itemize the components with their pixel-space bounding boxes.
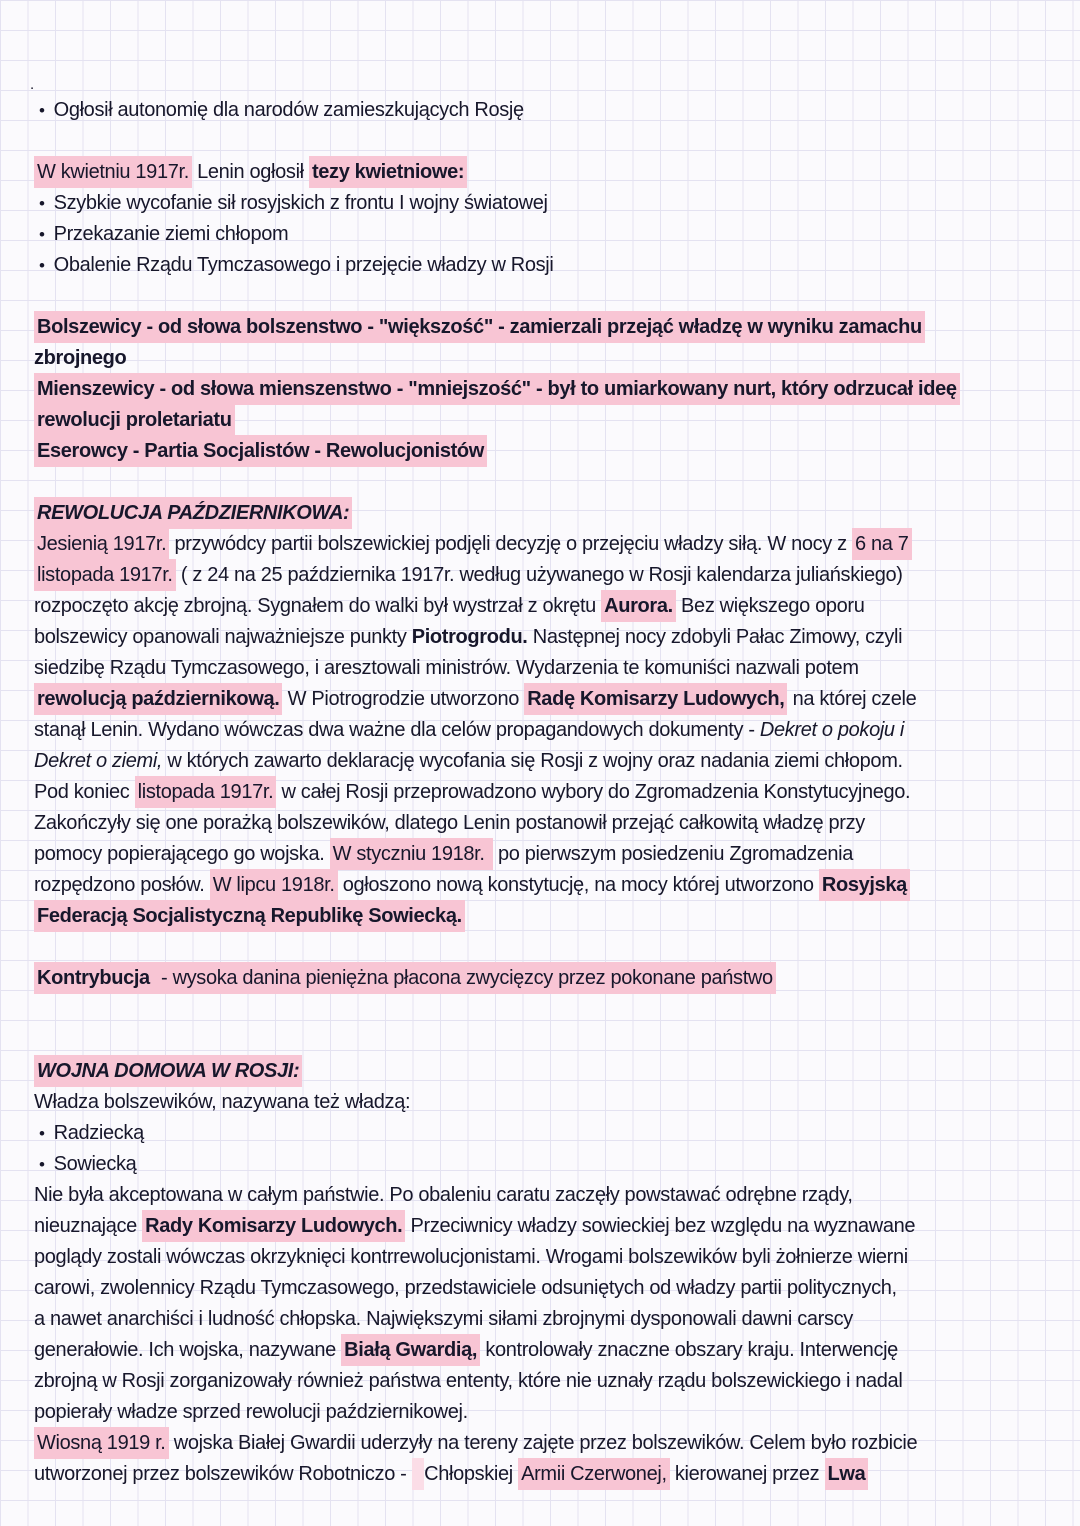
text-line	[34, 374, 1080, 405]
text-line	[34, 95, 1080, 126]
blank-line	[34, 467, 1080, 498]
text-line	[34, 560, 1080, 591]
text-run: Ogłosił autonomię dla narodów zamieszkujących Rosję	[53, 99, 524, 121]
blank-line	[34, 1025, 1080, 1056]
text-line	[34, 963, 1080, 994]
text-run: Radziecką	[53, 1122, 144, 1144]
bullet-icon: •	[39, 225, 45, 244]
text-run: Piotrogrodu.	[411, 626, 528, 648]
highlighted-text: Jesienią 1917r.	[34, 528, 169, 560]
text-run: Następnej nocy zdobyli Pałac Zimowy, czyli	[527, 626, 903, 648]
text-line	[34, 777, 1080, 808]
text-line	[34, 746, 1080, 777]
text-run: kontrolowały znaczne obszary kraju. Interwencję	[480, 1339, 898, 1361]
text-line	[34, 1335, 1080, 1366]
highlighted-text: Rosyjską	[819, 869, 910, 901]
text-line	[34, 343, 1080, 374]
text-run: na której czele	[787, 688, 917, 710]
text-line	[34, 498, 1080, 529]
highlighted-text: Bolszewicy - od słowa bolszenstwo - "większość" - zamierzali przejąć władzę w wyniku zamachu	[34, 311, 925, 343]
text-line	[34, 684, 1080, 715]
highlighted-text: Mienszewicy - od słowa mienszenstwo - "mniejszość" - był to umiarkowany nurt, który odrzucał ideę	[34, 373, 960, 405]
text-run: Obalenie Rządu Tymczasowego i przejęcie władzy w Rosji	[53, 254, 554, 276]
highlighted-text: WOJNA DOMOWA W ROSJI:	[34, 1055, 302, 1087]
text-run: carowi, zwolennicy Rządu Tymczasowego, przedstawiciele odsuniętych od władzy partii politycznych,	[34, 1277, 897, 1299]
text-run: rozpoczęto akcję zbrojną. Sygnałem do walki był wystrzał z okrętu	[34, 595, 602, 617]
text-run: Dekret o pokoju i	[759, 719, 905, 741]
highlighted-text: tezy kwietniowe:	[309, 156, 467, 188]
text-line	[34, 529, 1080, 560]
bullet-icon: •	[39, 1124, 45, 1143]
blank-line	[34, 932, 1080, 963]
highlighted-text: W kwietniu 1917r.	[34, 156, 192, 188]
text-line	[34, 436, 1080, 467]
text-line	[34, 1459, 1080, 1490]
text-run: utworzonej przez bolszewików Robotniczo -	[34, 1463, 412, 1485]
text-run: generałowie. Ich wojska, nazywane	[34, 1339, 342, 1361]
text-line	[34, 1211, 1080, 1242]
text-line	[34, 1304, 1080, 1335]
text-run: w których zawarto deklarację wycofania się Rosji z wojny oraz nadania ziemi chłopom.	[162, 750, 903, 772]
highlighted-text: - wysoka danina pieniężna płacona zwycięzcy przez pokonane państwo	[153, 962, 776, 994]
bullet-icon: •	[39, 101, 45, 120]
bullet-icon: •	[39, 194, 45, 213]
text-run: rozpędzono posłów.	[34, 874, 210, 896]
highlighted-text: Białą Gwardią,	[341, 1334, 480, 1366]
text-run: Bez większego oporu	[675, 595, 865, 617]
text-line	[34, 1273, 1080, 1304]
text-line	[34, 653, 1080, 684]
text-line	[34, 1118, 1080, 1149]
text-line	[34, 1149, 1080, 1180]
highlighted-text: listopada 1917r.	[34, 559, 176, 591]
highlighted-text: Eserowcy - Partia Socjalistów - Rewolucjonistów	[34, 435, 487, 467]
highlighted-text: 6 na 7	[852, 528, 912, 560]
text-line	[34, 219, 1080, 250]
blank-line	[34, 994, 1080, 1025]
text-run: Dekret o ziemi,	[34, 750, 163, 772]
text-line	[34, 1180, 1080, 1211]
text-line	[34, 1366, 1080, 1397]
text-run: Przeciwnicy władzy sowieckiej bez względu na wyznawane	[405, 1215, 916, 1237]
text-line	[34, 1087, 1080, 1118]
text-run: kierowanej przez	[669, 1463, 825, 1485]
stray-mark: .	[30, 76, 35, 93]
highlighted-text: rewolucją październikową.	[34, 683, 282, 715]
highlighted-text: W lipcu 1918r.	[210, 869, 338, 901]
blank-line	[34, 126, 1080, 157]
highlighted-text: Wiosną 1919 r.	[34, 1427, 169, 1459]
highlighted-text: Lwa	[825, 1458, 869, 1490]
text-run: nieuznające	[34, 1215, 143, 1237]
text-line	[34, 1397, 1080, 1428]
highlighted-text: Federacją Socjalistyczną Republikę Sowiecką.	[34, 900, 465, 932]
text-run: Władza bolszewików, nazywana też władzą:	[34, 1091, 411, 1113]
highlighted-text: Kontrybucja	[34, 962, 153, 994]
text-line	[34, 188, 1080, 219]
text-run: Pod koniec	[34, 781, 135, 803]
text-run: Zakończyły się one porażką bolszewików, dlatego Lenin postanowił przejąć całkowitą władzę przy	[34, 812, 865, 834]
text-line	[34, 250, 1080, 281]
highlighted-text: rewolucji proletariatu	[34, 404, 235, 436]
highlighted-text	[412, 1458, 424, 1490]
text-line	[34, 808, 1080, 839]
highlighted-text: REWOLUCJA PAŹDZIERNIKOWA:	[34, 497, 352, 529]
text-line	[34, 839, 1080, 870]
text-run: a nawet anarchiści i ludność chłopska. Największymi siłami zbrojnymi dysponowali dawni carscy	[34, 1308, 853, 1330]
highlighted-text: Rady Komisarzy Ludowych.	[142, 1210, 405, 1242]
text-run: siedzibę Rządu Tymczasowego, i aresztowali ministrów. Wydarzenia te komuniści nazwali potem	[34, 657, 859, 679]
text-line	[34, 157, 1080, 188]
highlighted-text: W styczniu 1918r.	[330, 838, 493, 870]
text-run: Przekazanie ziemi chłopom	[53, 223, 289, 245]
text-run: ( z 24 na 25 października 1917r. według używanego w Rosji kalendarza juliańskiego)	[175, 564, 903, 586]
text-line	[34, 1056, 1080, 1087]
text-run: poglądy zostali wówczas okrzyknięci kontrrewolucjonistami. Wrogami bolszewików byli żołnierze wierni	[34, 1246, 908, 1268]
text-run: przywódcy partii bolszewickiej podjęli decyzję o przejęciu władzy siłą. W nocy z	[169, 533, 852, 555]
highlighted-text: listopada 1917r.	[135, 776, 277, 808]
text-line	[34, 622, 1080, 653]
text-line	[34, 312, 1080, 343]
text-run: stanął Lenin. Wydano wówczas dwa ważne dla celów propagandowych dokumenty -	[34, 719, 760, 741]
text-line	[34, 405, 1080, 436]
text-run: W Piotrogrodzie utworzono	[282, 688, 525, 710]
text-run: wojska Białej Gwardii uderzyły na tereny zajęte przez bolszewików. Celem było rozbicie	[168, 1432, 918, 1454]
text-run: Sowiecką	[53, 1153, 137, 1175]
text-run: ogłoszono nową konstytucję, na mocy której utworzono	[337, 874, 819, 896]
text-run: bolszewicy opanowali najważniejsze punkty	[34, 626, 412, 648]
text-run: Szybkie wycofanie sił rosyjskich z frontu I wojny światowej	[53, 192, 548, 214]
text-run: zbrojną w Rosji zorganizowały również państwa ententy, które nie uznały rządu bolszewickiego i nadal	[34, 1370, 903, 1392]
text-line	[34, 870, 1080, 901]
text-line	[34, 715, 1080, 746]
text-run: popierały władze sprzed rewolucji październikowej.	[34, 1401, 468, 1423]
highlighted-text: Aurora.	[601, 590, 676, 622]
bullet-icon: •	[39, 1155, 45, 1174]
text-line	[34, 1428, 1080, 1459]
text-run: Nie była akceptowana w całym państwie. Po obaleniu caratu zaczęły powstawać odrębne rządy,	[34, 1184, 853, 1206]
highlighted-text: Radę Komisarzy Ludowych,	[524, 683, 787, 715]
text-run: Lenin ogłosił	[191, 161, 309, 183]
text-run: Chłopskiej	[424, 1463, 519, 1485]
text-run: w całej Rosji przeprowadzono wybory do Zgromadzenia Konstytucyjnego.	[276, 781, 911, 803]
text-run: po pierwszym posiedzeniu Zgromadzenia	[492, 843, 853, 865]
text-run: pomocy popierającego go wojska.	[34, 843, 330, 865]
text-line	[34, 901, 1080, 932]
text-line	[34, 1242, 1080, 1273]
bullet-icon: •	[39, 256, 45, 275]
blank-line	[34, 281, 1080, 312]
text-line	[34, 591, 1080, 622]
text-run: zbrojnego	[34, 347, 127, 369]
highlighted-text: Armii Czerwonej,	[518, 1458, 670, 1490]
